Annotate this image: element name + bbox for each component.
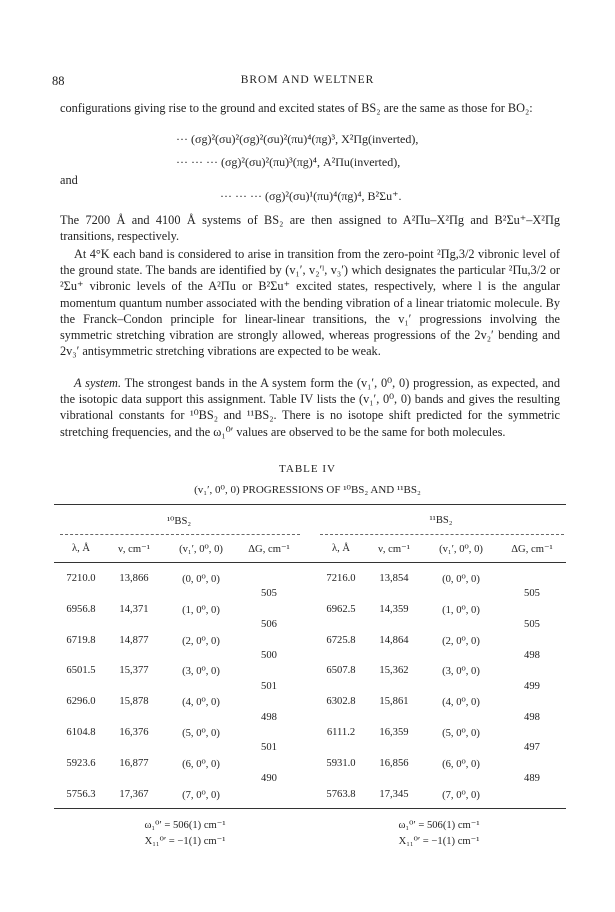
cell-11bs2-lambda: 6111.2 bbox=[326, 727, 356, 738]
cell-11bs2-v1: (1, 0⁰, 0) bbox=[442, 604, 480, 616]
col-header-lambda-left: λ, Å bbox=[71, 543, 91, 554]
cell-10bs2-lambda: 5756.3 bbox=[66, 788, 96, 800]
cell-10bs2-lambda: 6719.8 bbox=[66, 634, 96, 646]
paragraph-a-system bbox=[60, 375, 560, 440]
cell-10bs2-delta-g: 505 bbox=[261, 588, 277, 600]
cell-10bs2-v1: (4, 0⁰, 0) bbox=[182, 697, 220, 709]
cell-10bs2-v1: (5, 0⁰, 0) bbox=[182, 728, 220, 739]
cell-11bs2-v1: (5, 0⁰, 0) bbox=[442, 728, 480, 739]
cell-10bs2-nu: 14,877 bbox=[119, 634, 149, 646]
cell-10bs2-nu: 13,866 bbox=[119, 573, 149, 584]
table-label: TABLE IV bbox=[279, 463, 336, 475]
omega-left: ω₁⁰′ = 506(1) cm⁻¹ bbox=[144, 820, 226, 831]
config-line-3: ··· ··· ··· (σg)²(σu)¹(πu)⁴(πg)⁴, B²Σu⁺. bbox=[220, 189, 402, 203]
a-system-lead: A system. bbox=[74, 376, 122, 390]
cell-11bs2-delta-g: 489 bbox=[524, 773, 540, 785]
cell-11bs2-v1: (0, 0⁰, 0) bbox=[442, 574, 480, 585]
cell-10bs2-nu: 16,376 bbox=[119, 727, 149, 738]
group-header-11bs2: ¹¹BS₂ bbox=[429, 515, 453, 526]
col-header-v1-right: (v₁′, 0⁰, 0) bbox=[439, 544, 483, 555]
col-header-lambda-right: λ, Å bbox=[331, 543, 351, 554]
cell-11bs2-lambda: 6962.5 bbox=[326, 603, 356, 615]
cell-11bs2-delta-g: 498 bbox=[524, 650, 540, 661]
cell-11bs2-delta-g: 505 bbox=[524, 588, 540, 600]
table-bottom-rule bbox=[54, 808, 566, 809]
cell-11bs2-v1: (7, 0⁰, 0) bbox=[442, 789, 480, 801]
cell-11bs2-nu: 16,359 bbox=[379, 727, 409, 738]
group-rule-left bbox=[60, 534, 300, 535]
table-title: (v₁′, 0⁰, 0) PROGRESSIONS OF ¹⁰BS₂ AND ¹¹BS₂ bbox=[194, 484, 421, 496]
cell-10bs2-nu: 16,877 bbox=[119, 757, 149, 769]
cell-10bs2-lambda: 6501.5 bbox=[66, 665, 96, 677]
cell-11bs2-delta-g: 498 bbox=[524, 711, 540, 723]
cell-10bs2-nu: 17,367 bbox=[119, 788, 149, 800]
cell-11bs2-lambda: 7216.0 bbox=[326, 573, 356, 584]
cell-11bs2-v1: (6, 0⁰, 0) bbox=[442, 758, 480, 770]
header-rule bbox=[54, 562, 566, 563]
col-header-dg-left: ΔG, cm⁻¹ bbox=[248, 544, 290, 555]
cell-11bs2-nu: 16,856 bbox=[379, 757, 409, 769]
cell-11bs2-lambda: 6302.8 bbox=[326, 696, 356, 708]
running-head: BROM AND WELTNER bbox=[240, 74, 375, 86]
cell-11bs2-delta-g: 505 bbox=[524, 619, 540, 631]
cell-10bs2-v1: (1, 0⁰, 0) bbox=[182, 604, 220, 616]
paragraph-assignment: The 7200 Å and 4100 Å systems of BS₂ are then assigned to A²Πu–X²Πg and B²Σu⁺–X²Πg transitions, respectively. bbox=[60, 213, 560, 244]
cell-10bs2-nu: 15,377 bbox=[119, 665, 149, 677]
cell-10bs2-v1: (3, 0⁰, 0) bbox=[182, 666, 220, 678]
anharmonic-left: X₁₁⁰′ = −1(1) cm⁻¹ bbox=[144, 836, 226, 847]
anharmonic-right: X₁₁⁰′ = −1(1) cm⁻¹ bbox=[398, 836, 480, 847]
cell-11bs2-delta-g: 499 bbox=[524, 680, 540, 692]
cell-11bs2-lambda: 6507.8 bbox=[326, 665, 356, 677]
config-line-2: ··· ··· ··· (σg)²(σu)²(πu)³(πg)⁴, A²Πu(inverted), bbox=[176, 155, 401, 169]
group-rule-right bbox=[320, 534, 564, 535]
cell-10bs2-delta-g: 501 bbox=[261, 742, 277, 754]
cell-11bs2-nu: 14,359 bbox=[379, 603, 409, 615]
cell-10bs2-delta-g: 498 bbox=[261, 711, 277, 723]
cell-10bs2-delta-g: 500 bbox=[261, 650, 277, 661]
cell-11bs2-nu: 17,345 bbox=[379, 788, 409, 800]
page-number: 88 bbox=[52, 74, 65, 88]
cell-10bs2-v1: (7, 0⁰, 0) bbox=[182, 789, 220, 801]
and-word: and bbox=[60, 173, 78, 187]
table-top-rule bbox=[54, 504, 566, 505]
a-system-text: The strongest bands in the A system form the (v₁′, 0⁰, 0) progression, as expected, and the isotopic data support this assignment. Table IV lists the (v₁′, 0⁰, 0) bands and gives the resulting vibrational constants for ¹⁰BS₂ and ¹¹BS₂. There is no isotope shift predicted for the symmetric stretching frequencies, and the ω₁⁰′ values are observed to be the same for both molecules. bbox=[60, 376, 560, 439]
cell-10bs2-lambda: 5923.6 bbox=[66, 757, 96, 769]
cell-10bs2-nu: 15,878 bbox=[119, 696, 149, 708]
cell-10bs2-lambda: 6296.0 bbox=[66, 696, 96, 708]
cell-10bs2-v1: (2, 0⁰, 0) bbox=[182, 635, 220, 647]
cell-11bs2-v1: (2, 0⁰, 0) bbox=[442, 635, 480, 647]
cell-11bs2-lambda: 6725.8 bbox=[326, 634, 356, 646]
cell-11bs2-v1: (3, 0⁰, 0) bbox=[442, 666, 480, 678]
cell-11bs2-delta-g: 497 bbox=[524, 742, 540, 754]
cell-10bs2-delta-g: 506 bbox=[261, 619, 277, 631]
cell-10bs2-nu: 14,371 bbox=[119, 603, 149, 615]
col-header-nu-left: ν, cm⁻¹ bbox=[118, 544, 150, 555]
cell-11bs2-lambda: 5931.0 bbox=[326, 757, 356, 769]
col-header-nu-right: ν, cm⁻¹ bbox=[378, 544, 410, 555]
cell-11bs2-v1: (4, 0⁰, 0) bbox=[442, 697, 480, 709]
group-header-10bs2: ¹⁰BS₂ bbox=[166, 516, 192, 527]
col-header-dg-right: ΔG, cm⁻¹ bbox=[511, 544, 553, 555]
cell-11bs2-lambda: 5763.8 bbox=[326, 788, 356, 800]
cell-10bs2-lambda: 6956.8 bbox=[66, 603, 96, 615]
cell-10bs2-delta-g: 501 bbox=[261, 680, 277, 692]
omega-right: ω₁⁰′ = 506(1) cm⁻¹ bbox=[398, 820, 480, 831]
cell-11bs2-nu: 13,854 bbox=[379, 573, 409, 584]
col-header-v1-left: (v₁′, 0⁰, 0) bbox=[179, 544, 223, 555]
intro-text: configurations giving rise to the ground and excited states of BS₂ are the same as those for BO₂: bbox=[60, 101, 533, 115]
cell-10bs2-v1: (0, 0⁰, 0) bbox=[182, 574, 220, 585]
cell-10bs2-delta-g: 490 bbox=[261, 773, 277, 785]
cell-11bs2-nu: 15,362 bbox=[379, 665, 409, 677]
cell-10bs2-lambda: 6104.8 bbox=[66, 727, 96, 738]
cell-10bs2-lambda: 7210.0 bbox=[66, 573, 96, 584]
cell-10bs2-v1: (6, 0⁰, 0) bbox=[182, 758, 220, 770]
config-line-1: ··· (σg)²(σu)²(σg)²(σu)²(πu)⁴(πg)³, X²Πg(inverted), bbox=[176, 132, 419, 146]
paragraph-franck-condon: At 4°K each band is considered to arise in transition from the zero-point ²Πg,3/2 vibronic level of the ground state. The bands are identified by (v₁′, v₂′ˡ, v₃′) which designates the particular ²Πu,3/2 or ²Σu⁺ vibronic levels of the A²Πu or B²Σu⁺ excited states, respectively, where l is the angular momentum quantum number associated with the bending vibration of a linear triatomic molecule. By the Franck–Condon principle for linear-linear transitions, the v₁′ progressions involving the symmetric stretching vibration are strongly allowed, whereas progressions of the 2v₂′ bending and 2v₃′ antisymmetric stretching vibrations are expected to be weak. bbox=[60, 247, 560, 359]
cell-11bs2-nu: 15,861 bbox=[379, 696, 409, 708]
cell-11bs2-nu: 14,864 bbox=[379, 634, 409, 646]
